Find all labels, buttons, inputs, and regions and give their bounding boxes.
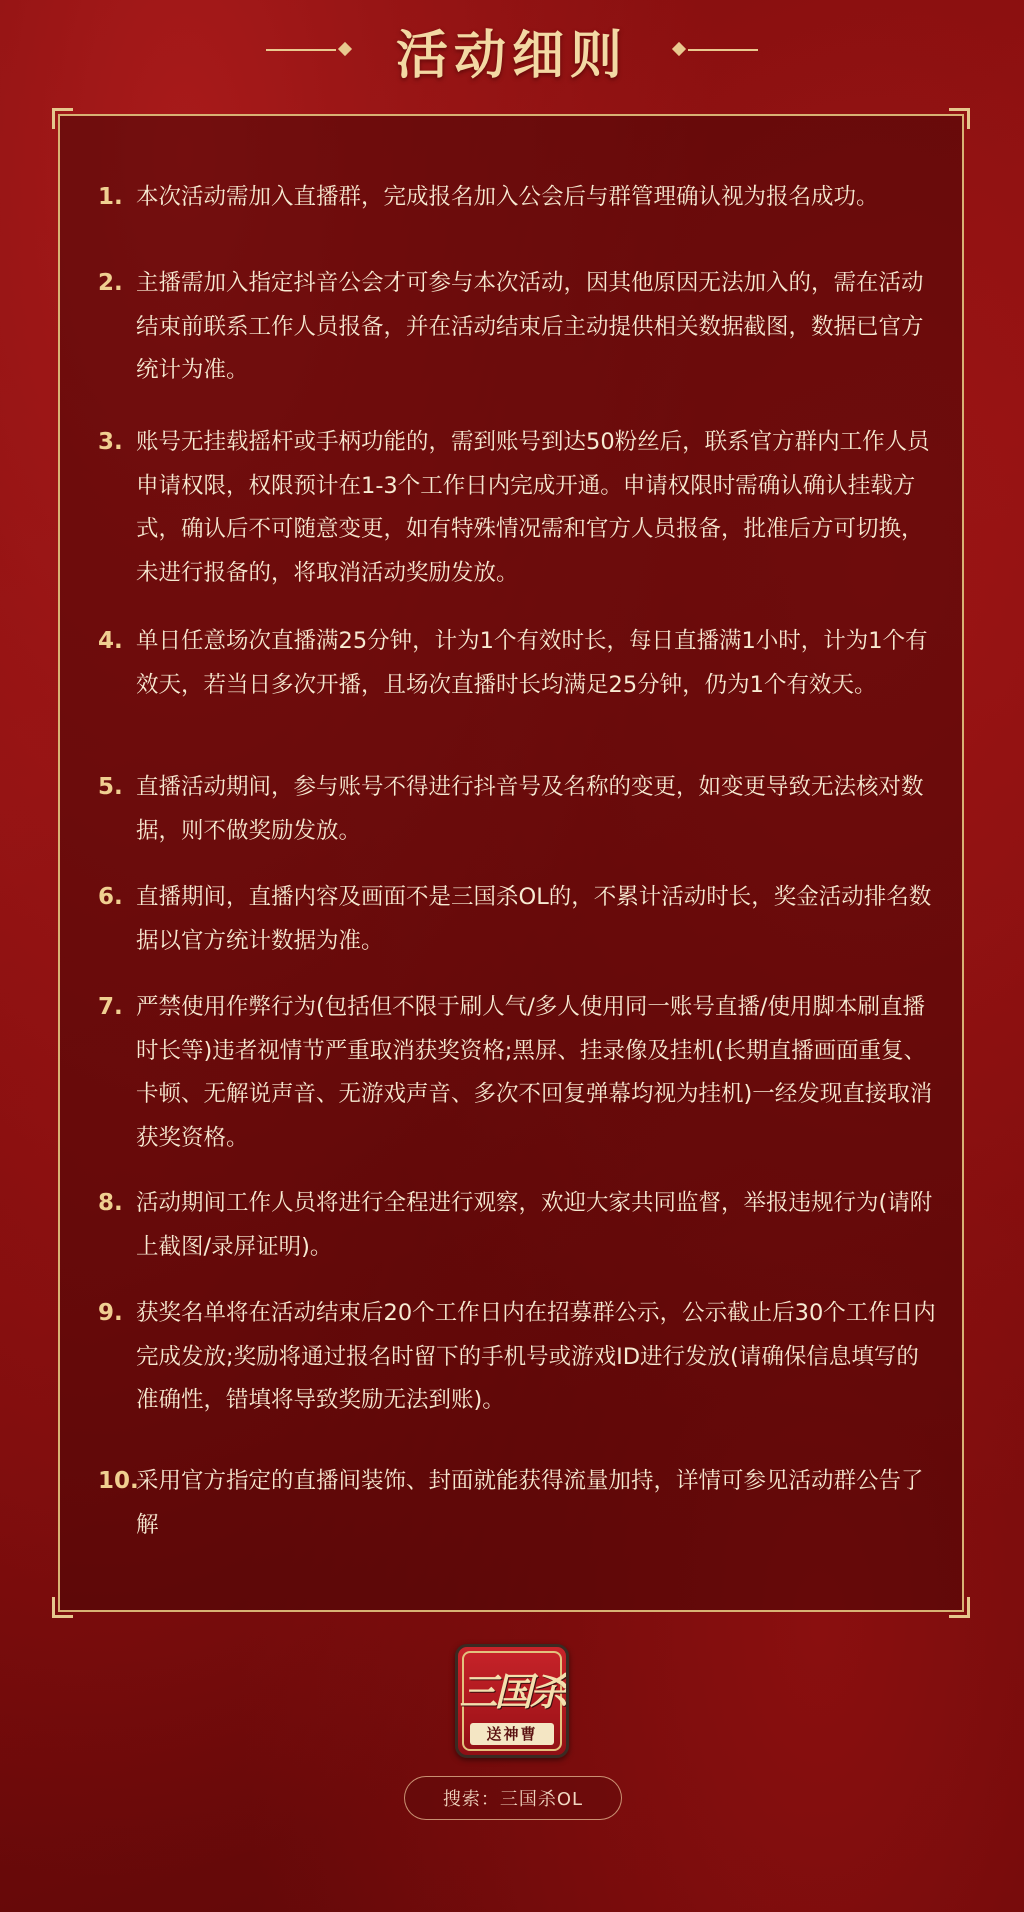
rule-text: 严禁使用作弊行为(包括但不限于刷人气/多人使用同一账号直播/使用脚本刷直播时长等)违者视情节严重取消获奖资格;黑屏、挂录像及挂机(长期直播画面重复、卡顿、无解说声音、无游戏声音、多次不回复弹幕均视为挂机)一经发现直接取消获奖资格。 [136, 994, 933, 1151]
game-logo[interactable] [455, 1644, 569, 1758]
rule-number: 8. [98, 1190, 123, 1216]
rule-number: 10. [98, 1468, 139, 1494]
search-hint-label: 搜索：三国杀OL [442, 1789, 584, 1810]
rule-item [98, 1292, 938, 1423]
rule-item [98, 766, 938, 853]
rule-text: 主播需加入指定抖音公会才可参与本次活动，因其他原因无法加入的，需在活动结束前联系工作人员报备，并在活动结束后主动提供相关数据截图，数据已官方统计为准。 [136, 270, 924, 383]
rule-text: 直播活动期间，参与账号不得进行抖音号及名称的变更，如变更导致无法核对数据，则不做奖励发放。 [136, 774, 924, 844]
rule-item [98, 421, 938, 595]
logo-subtitle: 送神曹 [470, 1723, 554, 1745]
rules-panel [58, 114, 964, 1612]
rule-text: 获奖名单将在活动结束后20个工作日内在招募群公示，公示截止后30个工作日内完成发放;奖励将通过报名时留下的手机号或游戏ID进行发放(请确保信息填写的准确性，错填将导致奖励无法到账)。 [136, 1300, 936, 1413]
rule-text: 采用官方指定的直播间装饰、封面就能获得流量加持，详情可参见活动群公告了解 [136, 1468, 924, 1538]
rule-text: 本次活动需加入直播群，完成报名加入公会后与群管理确认视为报名成功。 [136, 184, 879, 210]
rule-item [98, 986, 938, 1160]
page-title: 活动细则 [395, 24, 628, 86]
panel-corner-ornament [52, 108, 73, 129]
rule-number: 2. [98, 270, 123, 296]
rule-text: 账号无挂载摇杆或手柄功能的，需到账号到达50粉丝后，联系官方群内工作人员申请权限，权限预计在1-3个工作日内完成开通。申请权限时需确认确认挂载方式，确认后不可随意变更，如有特殊情况需和官方人员报备，批准后方可切换，未进行报备的，将取消活动奖励发放。 [136, 429, 930, 586]
panel-corner-ornament [949, 108, 970, 129]
rule-number: 5. [98, 774, 123, 800]
header [0, 10, 1024, 90]
title-ornament-left [266, 40, 360, 60]
search-hint-pill[interactable] [404, 1776, 622, 1820]
rule-item [98, 1182, 938, 1269]
rule-item [98, 876, 938, 963]
logo-wordmark: 三国杀 [459, 1669, 565, 1714]
rule-text: 活动期间工作人员将进行全程进行观察，欢迎大家共同监督，举报违规行为(请附上截图/录屏证明)。 [136, 1190, 933, 1260]
rule-number: 4. [98, 628, 123, 654]
rule-number: 6. [98, 884, 123, 910]
rule-number: 7. [98, 994, 123, 1020]
panel-corner-ornament [52, 1597, 73, 1618]
rule-item [98, 1460, 938, 1547]
rule-item [98, 176, 938, 220]
rule-item [98, 620, 938, 707]
rule-number: 1. [98, 184, 123, 210]
rule-number: 9. [98, 1300, 123, 1326]
rule-item [98, 262, 938, 393]
title-ornament-right [664, 40, 758, 60]
panel-corner-ornament [949, 1597, 970, 1618]
rule-number: 3. [98, 429, 123, 455]
rule-text: 直播期间，直播内容及画面不是三国杀OL的，不累计活动时长，奖金活动排名数据以官方统计数据为准。 [136, 884, 932, 954]
rule-text: 单日任意场次直播满25分钟，计为1个有效时长，每日直播满1小时，计为1个有效天，若当日多次开播，且场次直播时长均满足25分钟，仍为1个有效天。 [136, 628, 928, 698]
